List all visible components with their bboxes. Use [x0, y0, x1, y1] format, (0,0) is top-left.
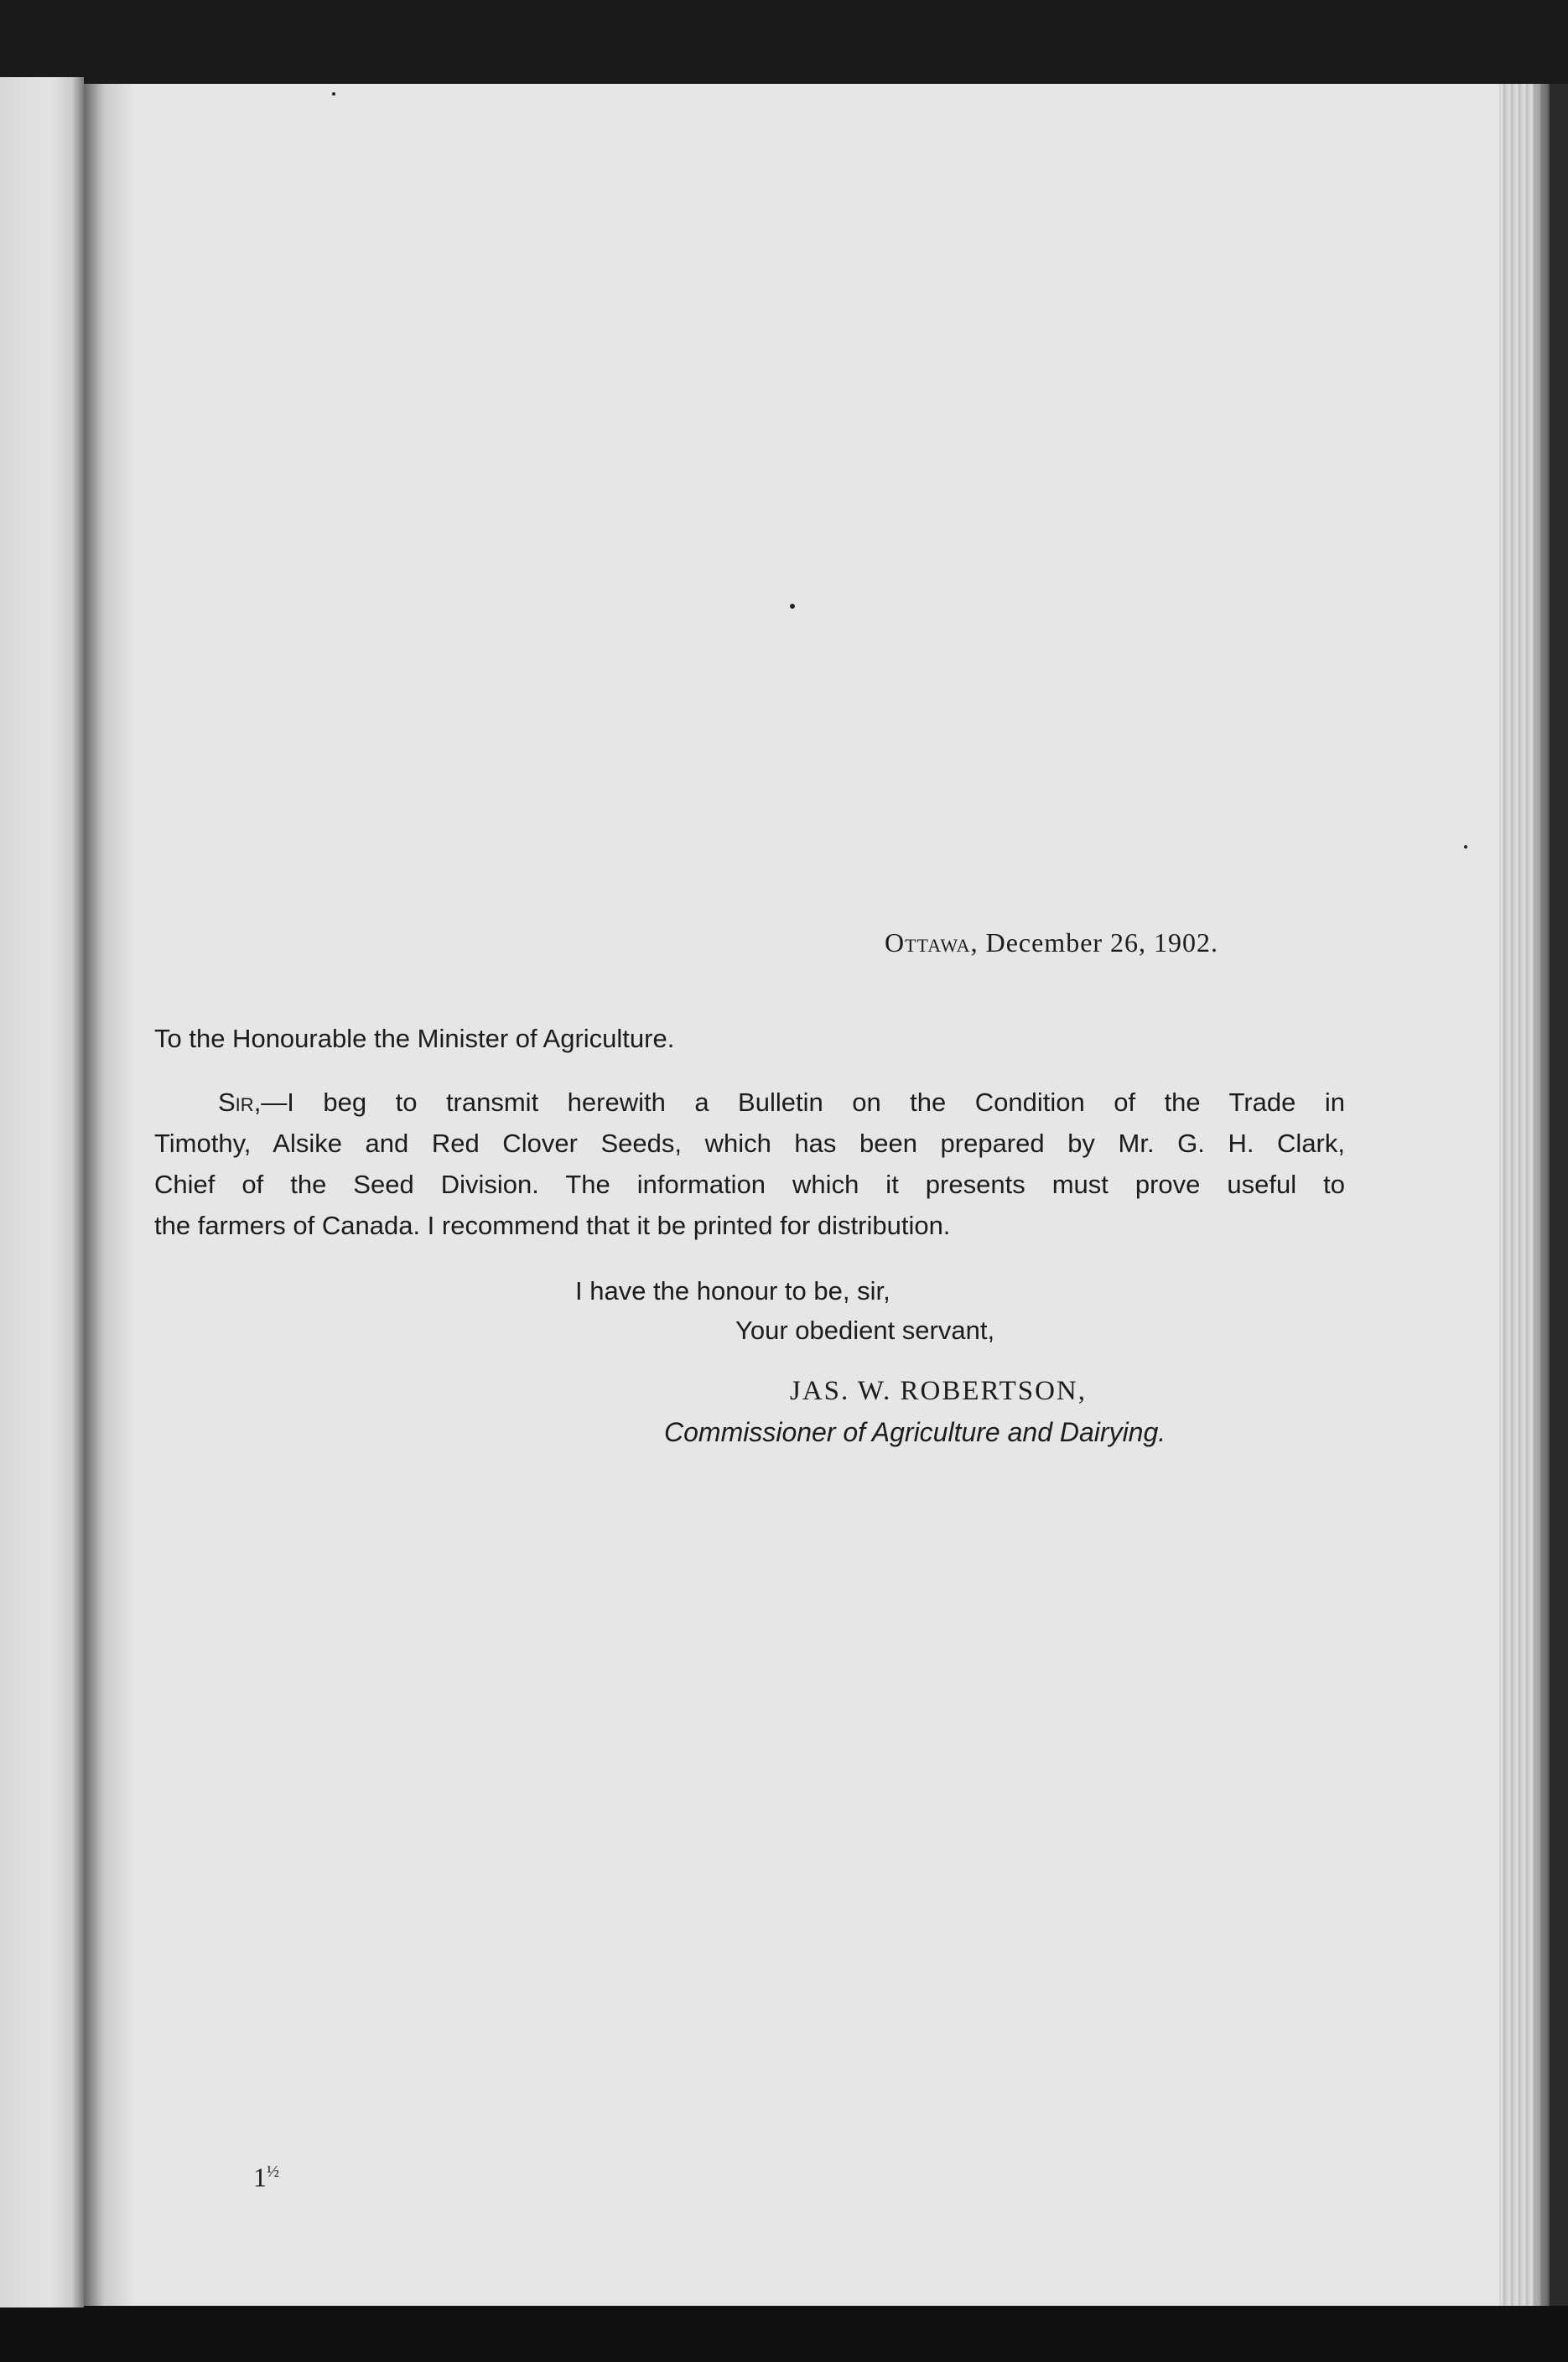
letter-body: [154, 1082, 1345, 1246]
gutter-shadow: [84, 84, 134, 2306]
paper-speck: [332, 92, 335, 96]
page-stack-edge: [1499, 84, 1550, 2306]
signature-name: JAS. W. ROBERTSON,: [790, 1376, 1088, 1406]
letter-place: Ottawa: [885, 927, 971, 958]
paper-speck: [1464, 845, 1467, 849]
letter-place-date: [885, 922, 1218, 963]
book-cover-edge: [1550, 84, 1568, 2306]
letter-body-line: Sir,—I beg to transmit herewith a Bulletin on the Condition of the Trade in: [218, 1088, 1345, 1117]
letter-closing-line: I have the honour to be, sir,: [575, 1276, 890, 1306]
letter-body-line: Timothy, Alsike and Red Clover Seeds, which has been prepared by Mr. G. H. Clark,: [154, 1129, 1345, 1158]
letter-salutation: Sir: [218, 1088, 254, 1117]
letter-closing-line: Your obedient servant,: [735, 1316, 995, 1345]
paper-speck: [790, 604, 795, 609]
sheet-number-fraction: ½: [267, 2162, 279, 2181]
letter-body-line: Chief of the Seed Division. The information which it presents must prove useful to: [154, 1170, 1345, 1199]
signature-title: Commissioner of Agriculture and Dairying.: [664, 1417, 1166, 1447]
sheet-number: [253, 2158, 279, 2191]
facing-page-edge: [0, 77, 84, 2307]
letter-date: , December 26, 1902.: [970, 927, 1219, 958]
letter-address: To the Honourable the Minister of Agriculture.: [154, 1024, 675, 1053]
letter-body-line: the farmers of Canada. I recommend that it be printed for distribution.: [154, 1211, 951, 1240]
sheet-number-whole: 1: [253, 2162, 267, 2193]
